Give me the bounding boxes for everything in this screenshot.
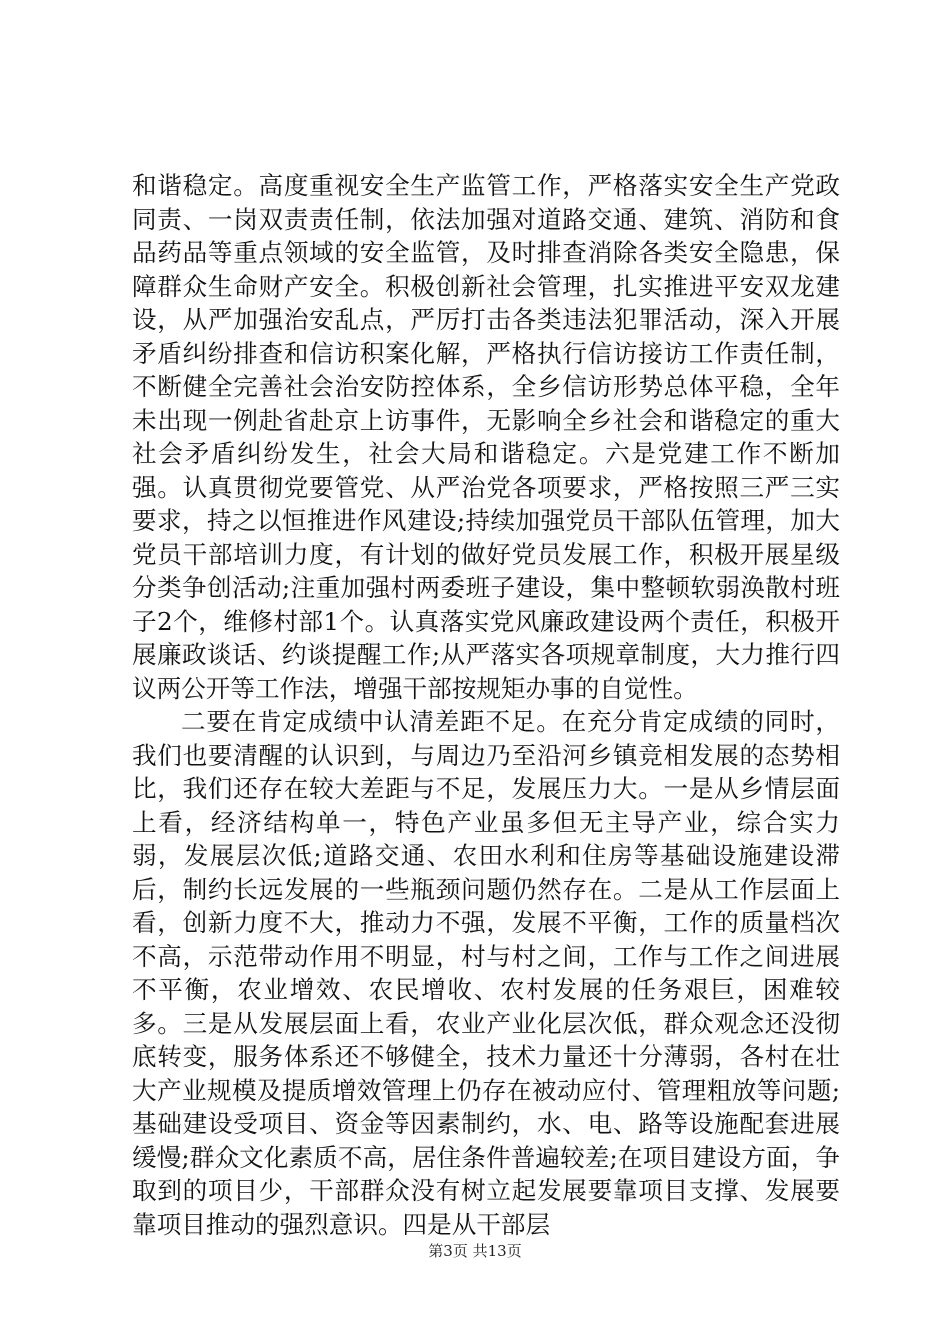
document-body <box>132 169 840 1241</box>
page-number-footer: 第3页 共13页 <box>428 1242 522 1260</box>
paragraph-continued: 和谐稳定。高度重视安全生产监管工作，严格落实安全生产党政同责、一岗双责责任制，依法加强对道路交通、建筑、消防和食品药品等重点领域的安全监管，及时排查消除各类安全隐患，保障群众生命财产安全。积极创新社会管理，扎实推进平安双龙建设，从严加强治安乱点，严厉打击各类违法犯罪活动，深入开展矛盾纠纷排查和信访积案化解，严格执行信访接访工作责任制，不断健全完善社会治安防控体系，全乡信访形势总体平稳，全年未出现一例赴省赴京上访事件，无影响全乡社会和谐稳定的重大社会矛盾纠纷发生，社会大局和谐稳定。六是党建工作不断加强。认真贯彻党要管党、从严治党各项要求，严格按照三严三实要求，持之以恒推进作风建设;持续加强党员干部队伍管理，加大党员干部培训力度，有计划的做好党员发展工作，积极开展星级分类争创活动;注重加强村两委班子建设，集中整顿软弱涣散村班子2个，维修村部1个。认真落实党风廉政建设两个责任，积极开展廉政谈话、约谈提醒工作;从严落实各项规章制度，大力推行四议两公开等工作法，增强干部按规矩办事的自觉性。 <box>132 171 840 703</box>
paragraph-shortcomings: 二要在肯定成绩中认清差距不足。在充分肯定成绩的同时，我们也要清醒的认识到，与周边乃至沿河乡镇竞相发展的态势相比，我们还存在较大差距与不足，发展压力大。一是从乡情层面上看，经济结构单一，特色产业虽多但无主导产业，综合实力弱，发展层次低;道路交通、农田水利和住房等基础设施建设滞后，制约长远发展的一些瓶颈问题仍然存在。二是从工作层面上看，创新力度不大，推动力不强，发展不平衡，工作的质量档次不高，示范带动作用不明显，村与村之间，工作与工作之间进展不平衡，农业增效、农民增收、农村发展的任务艰巨，困难较多。三是从发展层面上看，农业产业化层次低，群众观念还没彻底转变，服务体系还不够健全，技术力量还十分薄弱，各村在壮大产业规模及提质增效管理上仍存在被动应付、管理粗放等问题;基础建设受项目、资金等因素制约，水、电、路等设施配套进展缓慢;群众文化素质不高，居住条件普遍较差;在项目建设方面，争取到的项目少，干部群众没有树立起发展要靠项目支撑、发展要靠项目推动的强烈意识。四是从干部层 <box>132 707 840 1239</box>
